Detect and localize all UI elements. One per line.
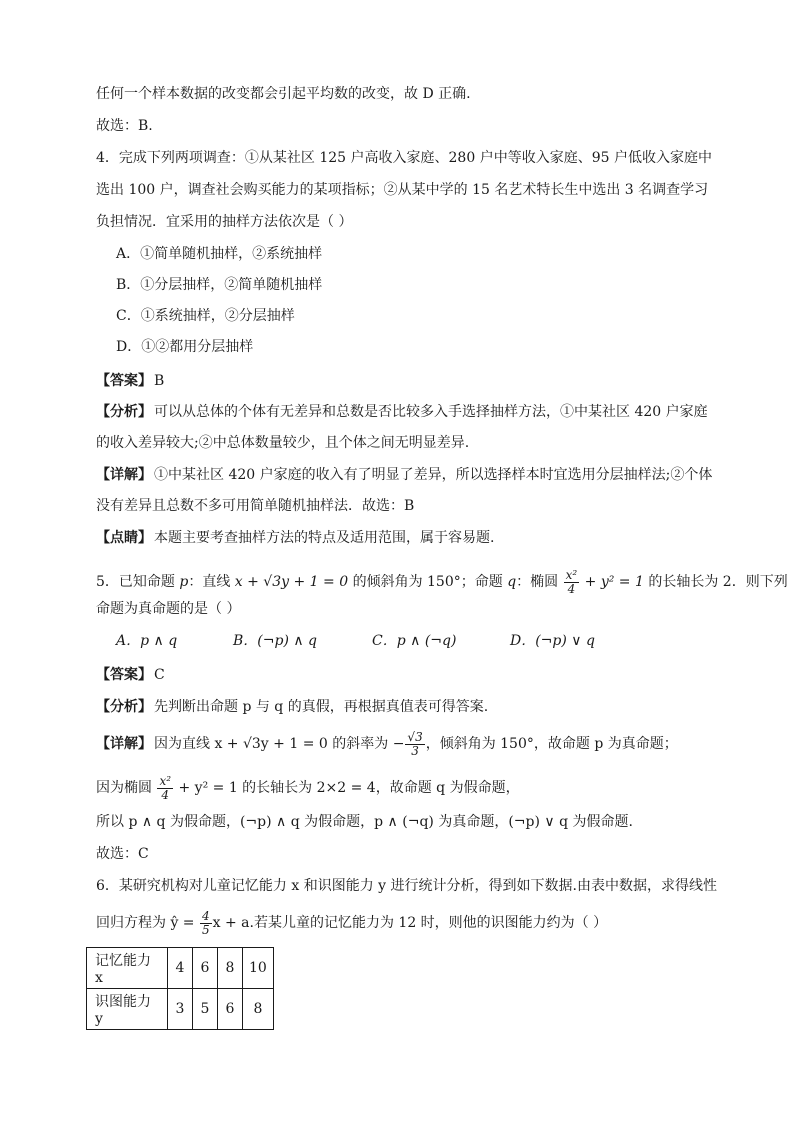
q5-conclusion: 故选：C (96, 846, 149, 862)
ellipse-equation-rest: + y² = 1 (580, 574, 644, 590)
q5-detail-line-2 (96, 772, 706, 806)
table-cell: 4 (168, 948, 193, 989)
row-label: 记忆能力 x (87, 948, 168, 989)
q5-stem-line-1 (96, 567, 788, 598)
q4-stem-line-2: 选出 100 户，调查社会购买能力的某项指标；②从某中学的 15 名艺术特长生中选出 3 名调查学习 (96, 182, 709, 198)
q6-stem-text: x + a.若某儿童的记忆能力为 12 时，则他的识图能力约为（ ） (212, 915, 608, 931)
answer-tag: 【答案】 (96, 373, 152, 389)
q5-stem-text: 的长轴长为 2．则下列 (643, 574, 788, 590)
q5-answer (96, 665, 706, 687)
q5-stem-text: ：直线 (188, 574, 235, 590)
data-table (86, 947, 274, 1030)
answer-value: B (154, 373, 165, 389)
q5-detail-line-1 (96, 728, 706, 762)
detail-tag: 【详解】 (96, 467, 152, 483)
detail-text: ，倾斜角为 150°，故命题 p 为真命题； (425, 736, 678, 752)
q4-option-d: D．①②都用分层抽样 (116, 339, 254, 355)
q5-option-c: C．p ∧ (¬q) (372, 633, 457, 649)
q5-analysis (96, 697, 706, 719)
q5-option-d: D．(¬p) ∨ q (510, 633, 595, 649)
answer-tag: 【答案】 (96, 667, 152, 683)
analysis-text: 先判断出命题 p 与 q 的真假，再根据真值表可得答案. (154, 699, 489, 715)
ellipse-fraction (157, 775, 173, 802)
q6-stem-text: 回归方程为 ŷ = (96, 915, 199, 931)
q5-stem-line-2: 命题为真命题的是（ ） (96, 601, 241, 617)
table-cell: 10 (243, 948, 274, 989)
q4-analysis-line-1 (96, 402, 706, 424)
analysis-text: 可以从总体的个体有无差异和总数是否比较多入手选择抽样方法，①中某社区 420 户家庭 (154, 404, 708, 420)
q5-option-a: A．p ∧ q (116, 633, 178, 649)
detail-text: 因为椭圆 (96, 780, 157, 796)
table-cell: 6 (218, 989, 243, 1030)
answer-value: C (154, 667, 165, 683)
q3-conclusion: 故选：B. (96, 118, 153, 134)
q4-detail-line-2: 没有差异且总数不多可用简单随机抽样法．故选：B (96, 498, 415, 514)
comment-text: 本题主要考查抽样方法的特点及适用范围，属于容易题. (154, 530, 495, 546)
table-cell: 8 (218, 948, 243, 989)
q6-stem-line-1: 6．某研究机构对儿童记忆能力 x 和识图能力 y 进行统计分析，得到如下数据.由表中数据，求得线性 (96, 878, 717, 894)
q5-stem-text: ：椭圆 (516, 574, 563, 590)
ellipse-fraction (564, 569, 580, 596)
q5-stem-text: 5．已知命题 (96, 574, 180, 590)
slope-fraction (405, 731, 424, 758)
q4-option-c: C．①系统抽样，②分层抽样 (116, 308, 295, 324)
line-equation: x + √3y + 1 = 0 (234, 574, 349, 590)
q3-explanation-tail: 任何一个样本数据的改变都会引起平均数的改变，故 D 正确. (96, 86, 471, 102)
q5-detail-line-3: 所以 p ∧ q 为假命题，(¬p) ∧ q 为假命题，p ∧ (¬q) 为真命题，(¬p) ∨ q 为假命题. (96, 814, 633, 830)
row-label: 识图能力 y (87, 989, 168, 1030)
q4-detail-line-1 (96, 465, 713, 487)
table-cell: 3 (168, 989, 193, 1030)
comment-tag: 【点睛】 (96, 530, 152, 546)
q4-analysis-line-2: 的收入差异较大;②中总体数量较少，且个体之间无明显差异. (96, 435, 470, 451)
table-cell: 5 (193, 989, 218, 1030)
q4-answer (96, 371, 706, 393)
fraction-denominator: 3 (411, 743, 419, 758)
q5-option-b: B．(¬p) ∧ q (233, 633, 318, 649)
fraction-numerator: x² (565, 567, 578, 582)
detail-text: ①中某社区 420 户家庭的收入有了明显了差异，所以选择样本时宜选用分层抽样法;②个体 (154, 467, 713, 483)
analysis-tag: 【分析】 (96, 404, 152, 420)
table-cell: 8 (243, 989, 274, 1030)
q4-comment (96, 528, 706, 550)
q5-stem-text: 的倾斜角为 150°；命题 (348, 574, 508, 590)
analysis-tag: 【分析】 (96, 699, 152, 715)
regression-coefficient (200, 910, 212, 937)
q4-stem-line-1: 4．完成下列两项调查：①从某社区 125 户高收入家庭、280 户中等收入家庭、95 户低收入家庭中 (96, 150, 712, 166)
q4-option-b: B．①分层抽样，②简单随机抽样 (116, 277, 323, 293)
q6-stem-line-2 (96, 907, 706, 941)
fraction-denominator: 4 (161, 787, 170, 802)
table-cell: 6 (193, 948, 218, 989)
fraction-denominator: 5 (202, 922, 210, 937)
detail-text: + y² = 1 的长轴长为 2×2 = 4，故命题 q 为假命题， (174, 780, 520, 796)
q4-option-a: A．①简单随机抽样，②系统抽样 (116, 246, 323, 262)
detail-tag: 【详解】 (96, 736, 152, 752)
table-row (87, 989, 274, 1030)
fraction-numerator: √3 (407, 729, 423, 744)
fraction-numerator: x² (159, 773, 172, 788)
proposition-q: q (507, 574, 517, 590)
table-row (87, 948, 274, 989)
q4-stem-line-3: 负担情况．宜采用的抽样方法依次是（ ） (96, 214, 353, 230)
detail-text: 因为直线 x + √3y + 1 = 0 的斜率为 − (154, 736, 405, 752)
fraction-numerator: 4 (202, 908, 210, 923)
proposition-p: p (179, 574, 189, 590)
fraction-denominator: 4 (567, 581, 576, 596)
